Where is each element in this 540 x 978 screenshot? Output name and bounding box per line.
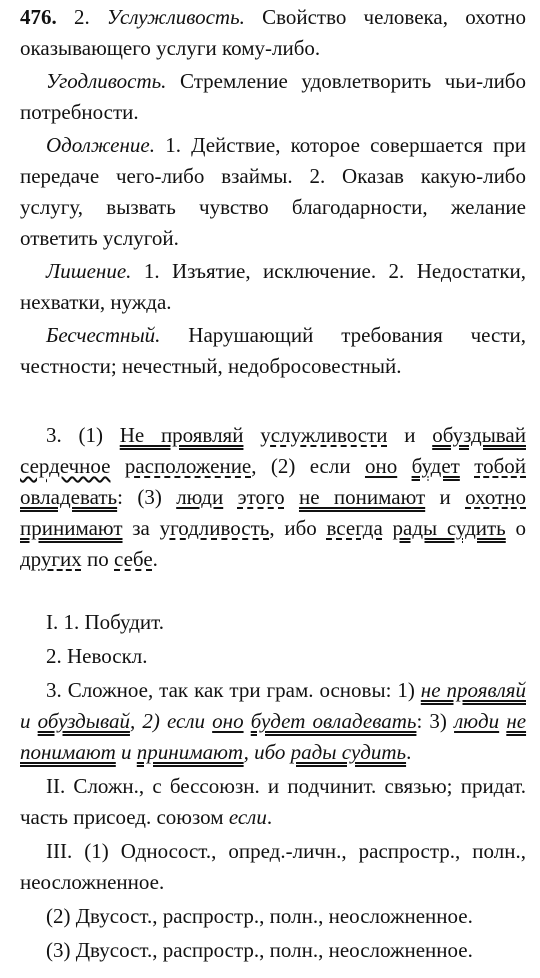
analysis-line: I. 1. Побудит. <box>46 610 164 634</box>
sentence-text: , ибо <box>269 516 327 540</box>
sentence-text: 3. (1) <box>46 423 120 447</box>
object-word: услужливости <box>260 423 388 447</box>
predicate-word: овладевать <box>20 485 118 509</box>
adverbial-word: всегда <box>326 516 383 540</box>
predicate-word: не понимают <box>20 709 527 764</box>
sentence-text <box>397 454 411 478</box>
definition-prefix: 2. <box>73 5 90 29</box>
definition-text: Свойство человека, охотно оказывающего услуги кому-либо. <box>20 5 527 60</box>
analysis-line: (3) Двусост., распростр., полн., неосложненное. <box>46 938 473 962</box>
object-word: тобой <box>474 454 527 478</box>
sentence-text: : (3) <box>117 485 177 509</box>
sentence-text: и <box>425 485 466 509</box>
analysis-line-bases <box>20 675 526 768</box>
sentence-text: и <box>387 423 433 447</box>
definition-ugodlivost <box>20 66 526 128</box>
analysis-text: 3. Сложное, так как три грам. основы: 1) <box>46 678 421 702</box>
sentence-text <box>223 485 237 509</box>
subject-word: оно <box>364 454 398 478</box>
object-word: этого <box>237 485 285 509</box>
definition-term: Услужливость. <box>106 5 245 29</box>
spacer <box>20 384 526 420</box>
attribute-word: сердечное <box>20 454 111 478</box>
object-word: угодливость <box>159 516 270 540</box>
analysis-text: , ибо <box>243 740 291 764</box>
analysis-line-type <box>20 771 526 833</box>
analysis-text: . <box>406 740 412 764</box>
conjunction-word: если <box>228 805 267 829</box>
parsed-sentence <box>20 420 526 575</box>
analysis-text: : 3) <box>416 709 455 733</box>
analysis-line: III. (1) Односост., опред.-личн., распростр., полн., неосложненное. <box>20 839 526 894</box>
object-word: расположение <box>124 454 252 478</box>
predicate-word: не проявляй <box>420 678 526 702</box>
sentence-text: . <box>152 547 158 571</box>
subject-word: оно <box>212 709 244 733</box>
analysis-line: 2. Невоскл. <box>46 644 148 668</box>
predicate-word: принимают <box>136 740 244 764</box>
predicate-word: будет <box>411 454 460 478</box>
analysis-line: (2) Двусост., распростр., полн., неосложненное. <box>46 904 473 928</box>
analysis-text <box>244 709 251 733</box>
sentence-text: по <box>81 547 115 571</box>
predicate-word: принимают <box>20 516 123 540</box>
adverbial-word: охотно <box>465 485 526 509</box>
predicate-word: рады судить <box>290 740 407 764</box>
analysis-text: . <box>266 805 273 829</box>
definition-term: Одолжение. <box>46 133 155 157</box>
exercise-number: 476. <box>20 5 57 29</box>
definition-odolzhenie <box>20 130 526 254</box>
definition-text: Стремление удовлетворить чьи-либо потребности. <box>20 69 526 124</box>
sentence-text <box>460 454 474 478</box>
sentence-text: , (2) если <box>251 454 365 478</box>
definition-usluzhlivost <box>20 2 526 64</box>
subject-word: люди <box>454 709 500 733</box>
spacer <box>20 577 526 607</box>
analysis-text: II. Сложн., с бессоюзн. и подчинит. связью; придат. часть присоед. союзом <box>20 774 526 829</box>
definition-term: Лишение. <box>46 259 132 283</box>
predicate-word: Не проявляй <box>119 423 244 447</box>
sentence-text: за <box>122 516 160 540</box>
definition-lishenie <box>20 256 526 318</box>
definition-term: Бесчестный. <box>46 323 161 347</box>
definition-beschestny <box>20 320 526 382</box>
predicate-word: будет овладевать <box>250 709 417 733</box>
predicate-word: не понимают <box>298 485 426 509</box>
sentence-analysis <box>20 607 526 966</box>
analysis-text: , 2) если <box>129 709 213 733</box>
analysis-text: и <box>115 740 137 764</box>
sentence-text <box>383 516 393 540</box>
object-word: себе <box>114 547 153 571</box>
definition-text: 1. Изъятие, исключение. 2. Недостатки, нехватки, нужда. <box>20 259 527 314</box>
analysis-text: и <box>20 709 38 733</box>
sentence-text <box>110 454 124 478</box>
definition-term: Угодливость. <box>46 69 167 93</box>
definition-text: Нарушающий требования чести, честности; нечестный, недобросовестный. <box>20 323 526 378</box>
sentence-text <box>285 485 299 509</box>
object-word: других <box>20 547 82 571</box>
sentence-text: о <box>505 516 526 540</box>
predicate-word: обуздывай <box>37 709 130 733</box>
predicate-word: рады судить <box>392 516 506 540</box>
predicate-word: обуздывай <box>432 423 526 447</box>
definition-text: 1. Действие, которое совершается при передаче чего-либо взаймы. 2. Оказав какую-либо услугу, вызвать чувство благодарности, желание ответить услугой. <box>20 133 526 250</box>
subject-word: люди <box>176 485 224 509</box>
